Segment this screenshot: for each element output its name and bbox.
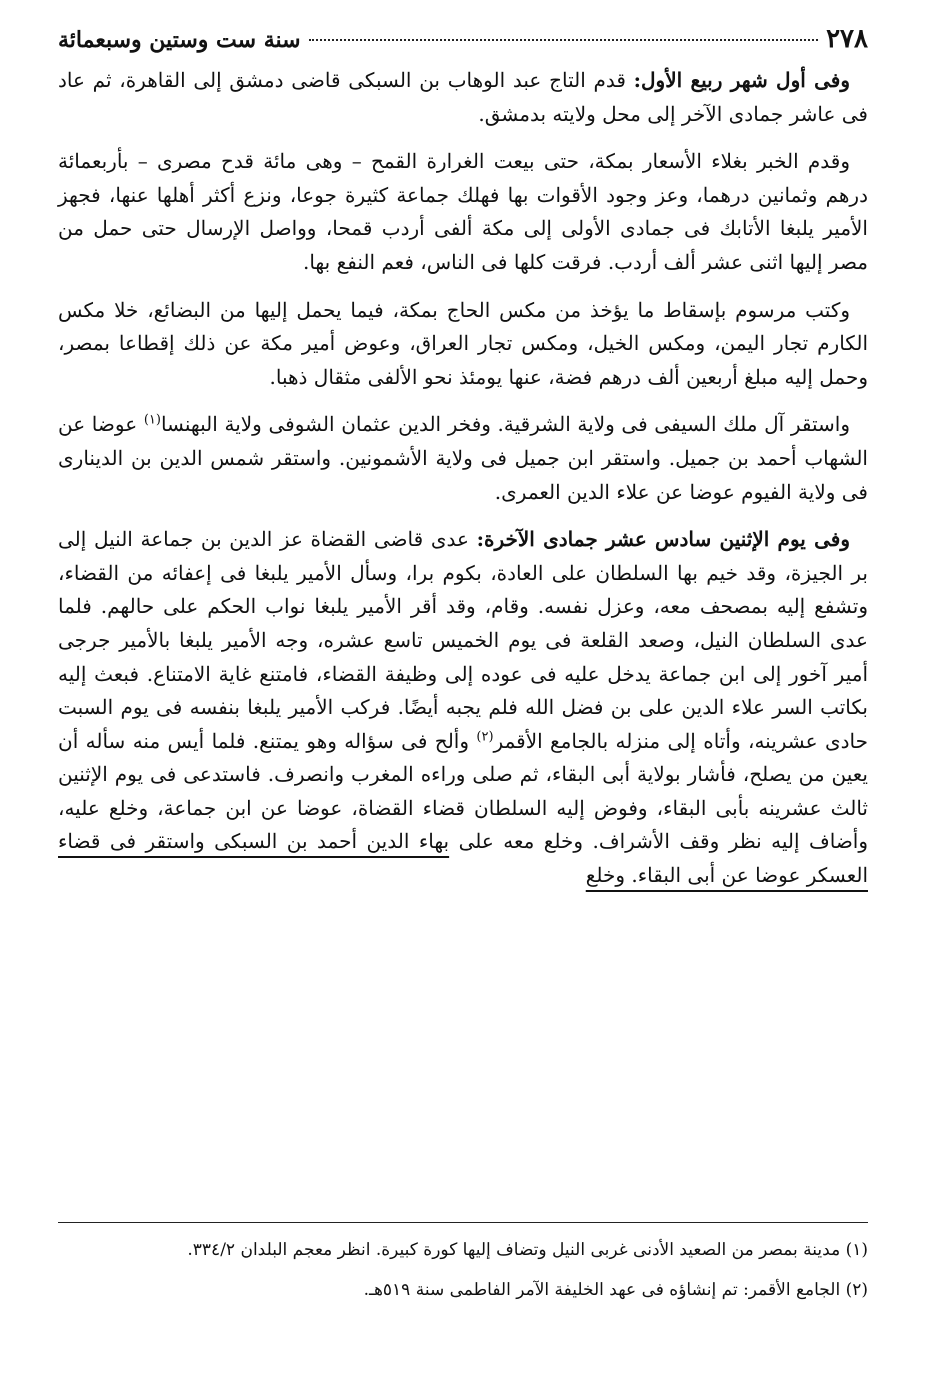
paragraph-maks-decree: [58, 294, 868, 395]
paragraph-text: واستقر آل ملك السيفى فى ولاية الشرقية. وفخر الدين عثمان الشوفى ولاية البهنسا: [160, 412, 851, 437]
footnote-2: (٢) الجامع الأقمر: تم إنشاؤه فى عهد الخليفة الآمر الفاطمى سنة ٥١٩هـ.: [363, 1280, 868, 1300]
paragraph-mecca-prices: [58, 145, 868, 279]
paragraph-rabi-al-awwal: [58, 64, 868, 131]
running-title: سنة ست وستين وسبعمائة: [58, 27, 301, 53]
paragraph-ibn-jamaa: [58, 523, 868, 893]
page-number: ٢٧٨: [826, 24, 868, 54]
underlined-text: بهاء الدين أحمد بن السبكى واستقر فى قضاء العسكر عوضا عن أبى البقاء. وخلع: [58, 829, 868, 888]
footnote-reference-1: (١): [143, 412, 161, 428]
page-header: [58, 24, 868, 64]
paragraph-text: وألح فى سؤاله وهو يمتنع. فلما أيس منه سأله أن يعين من يصلح، فأشار بولاية أبى البقاء، ثم صلى وراءه المغرب وانصرف. فاستدعى فى يوم الإثنين ثالث عشرينه بأبى البقاء، وفوض إليه السلطان قضاء القضاة، عوضا عن ابن جماعة، وخلع عليه، وأضاف إليه نظر وقف الأشراف. وخلع معه على: [58, 728, 869, 854]
header-dotted-leader: [309, 39, 818, 41]
footnote-reference-2: (٢): [476, 729, 494, 745]
footnotes-section: [58, 1222, 868, 1313]
paragraph-text: وكتب مرسوم بإسقاط ما يؤخذ من مكس الحاج بمكة، فيما يحمل إليها من البضائع، خلا مكس الكارم تجار اليمن، ومكس الخيل، ومكس تجار العراق، وعوض أمير مكة عن ذلك إقطاعا بمصر، وحمل إليه مبلغ أربعين ألف درهم فضة، عنها يومئذ نحو الألفى مثقال ذهبا.: [58, 297, 868, 389]
paragraph-lead: وفى أول شهر ربيع الأول:: [633, 68, 851, 92]
paragraph-text: عوضا عن الشهاب أحمد بن جميل. واستقر ابن جميل فى ولاية الأشمونين. واستقر شمس الدين بن الدينارى فى ولاية الفيوم عوضا عن علاء الدين العمرى.: [58, 412, 868, 504]
paragraph-appointments: [58, 408, 868, 509]
paragraph-text: وقدم الخبر بغلاء الأسعار بمكة، حتى بيعت الغرارة القمح – وهى مائة قدح مصرى – بأربعمائة درهم وثمانين درهما، وعز وجود الأقوات بها فهلك جماعة كثيرة جوعا، ونزع أكثر أهلها عنها، فجهز الأمير يلبغا الأتابك فى جمادى الأولى إلى مكة ألفى أردب قمحا، وواصل الإرسال حتى حمل من مصر إليها اثنى عشر ألف أردب. فرقت كلها فى الناس، فعم النفع بها.: [58, 149, 868, 274]
book-page: [58, 24, 868, 1360]
paragraph-text: عدى قاضى القضاة عز الدين بن جماعة النيل إلى بر الجيزة، وقد خيم بها السلطان على العادة، بكوم برا، وسأل الأمير يلبغا فى إعفائه من القضاء، وتشفع إليه بمصحف معه، وعزل نفسه. وقام، وقد أقر الأمير يلبغا نواب الحكم على حالهم. فلما عدى السلطان النيل، وصعد القلعة فى يوم الخميس تاسع عشره، وجه الأمير يلبغا بالأمير جرجى أمير آخور إلى ابن جماعة يدخل عليه فى عوده إلى وظيفة القضاء، فامتنع غاية الامتناع. فبعث إليه بكاتب السر علاء الدين على بن فضل الله فلم يجبه أيضًا. فركب الأمير يلبغا بنفسه فى يوم السبت حادى عشرينه، وأتاه إلى منزله بالجامع الأقمر: [58, 527, 868, 753]
paragraph-text: قدم التاج عبد الوهاب بن السبكى قاضى دمشق إلى القاهرة، ثم عاد فى عاشر جمادى الآخر إلى محل ولايته بدمشق.: [58, 68, 868, 126]
footnote-1: (١) مدينة بمصر من الصعيد الأدنى غربى النيل وتضاف إليها كورة كبيرة. انظر معجم البلدان ٣٣٤/٢.: [187, 1240, 868, 1260]
paragraph-lead: وفى يوم الإثنين سادس عشر جمادى الآخرة:: [476, 527, 850, 552]
